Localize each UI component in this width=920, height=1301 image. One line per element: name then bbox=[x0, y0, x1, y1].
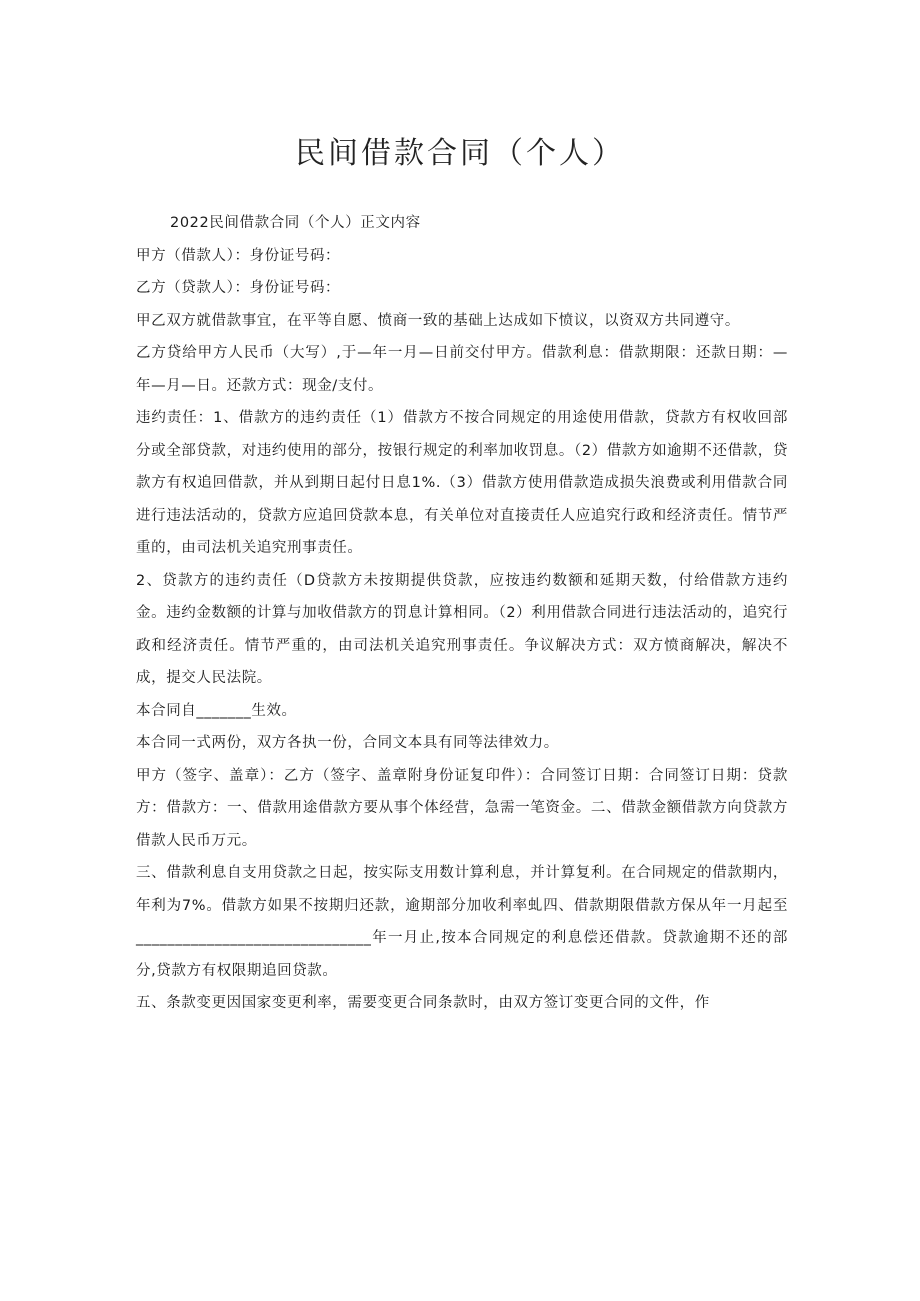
party-b-line: 乙方（贷款人）：身份证号码： bbox=[136, 280, 341, 296]
signature-paragraph: 甲方（签字、盖章）：乙方（签字、盖章附身份证复印件）：合同签订日期：合同签订日期：贷款方：借款方：一、借款用途借款方要从事个体经营，急需一笔资金。二、借款金额借款方向贷款方借款人民币万元。 bbox=[136, 767, 788, 849]
effective-date-paragraph: 本合同自_______生效。 bbox=[136, 702, 297, 719]
document-subtitle: 2022民间借款合同（个人）正文内容 bbox=[170, 215, 421, 231]
document-body bbox=[136, 207, 788, 1020]
document-title: 民间借款合同（个人） bbox=[295, 136, 625, 171]
interest-term-paragraph: 三、借款利息自支用贷款之日起，按实际支用数计算利息，并计算复利。在合同规定的借款期内，年利为7%。借款方如果不按期归还款，逾期部分加收利率虬四、借款期限借款方保从年一月起至______________________________年一月止,按本合同规定的利息偿还借款。贷款逾期不还的部分,贷款方有权限期追回贷款。 bbox=[136, 865, 788, 979]
copies-paragraph: 本合同一式两份，双方各执一份，合同文本具有同等法律效力。 bbox=[136, 735, 559, 751]
loan-terms-paragraph: 乙方贷给甲方人民币（大写）,于—年一月—日前交付甲方。借款利息：借款期限：还款日期：—年—月—日。还款方式：现金/支付。 bbox=[136, 345, 788, 394]
clause-change-paragraph: 五、条款变更因国家变更利率，需要变更合同条款时，由双方签订变更合同的文件，作 bbox=[136, 995, 710, 1011]
borrower-liability-paragraph: 违约责任：1、借款方的违约责任（1）借款方不按合同规定的用途使用借款，贷款方有权收回部分或全部贷款，对违约使用的部分，按银行规定的利率加收罚息。（2）借款方如逾期不还借款，贷款方有权追回借款，并从到期日起付日息1%.（3）借款方使用借款造成损失浪费或利用借款合同进行违法活动的，贷款方应追回贷款本息，有关单位对直接责任人应追究行政和经济责任。情节严重的，由司法机关追究刑事责任。 bbox=[136, 410, 788, 556]
party-a-line: 甲方（借款人）：身份证号码： bbox=[136, 247, 341, 264]
lender-liability-paragraph: 2、贷款方的违约责任（D贷款方未按期提供贷款，应按违约数额和延期天数，付给借款方违约金。违约金数额的计算与加收借款方的罚息计算相同。（2）利用借款合同进行违法活动的，追究行政和经济责任。情节严重的，由司法机关追究刑事责任。争议解决方式：双方愤商解决，解决不成，提交人民法院。 bbox=[136, 572, 788, 686]
agreement-intro-paragraph: 甲乙双方就借款事宜，在平等自愿、愤商一致的基础上达成如下愤议，以资双方共同遵守。 bbox=[136, 312, 740, 329]
